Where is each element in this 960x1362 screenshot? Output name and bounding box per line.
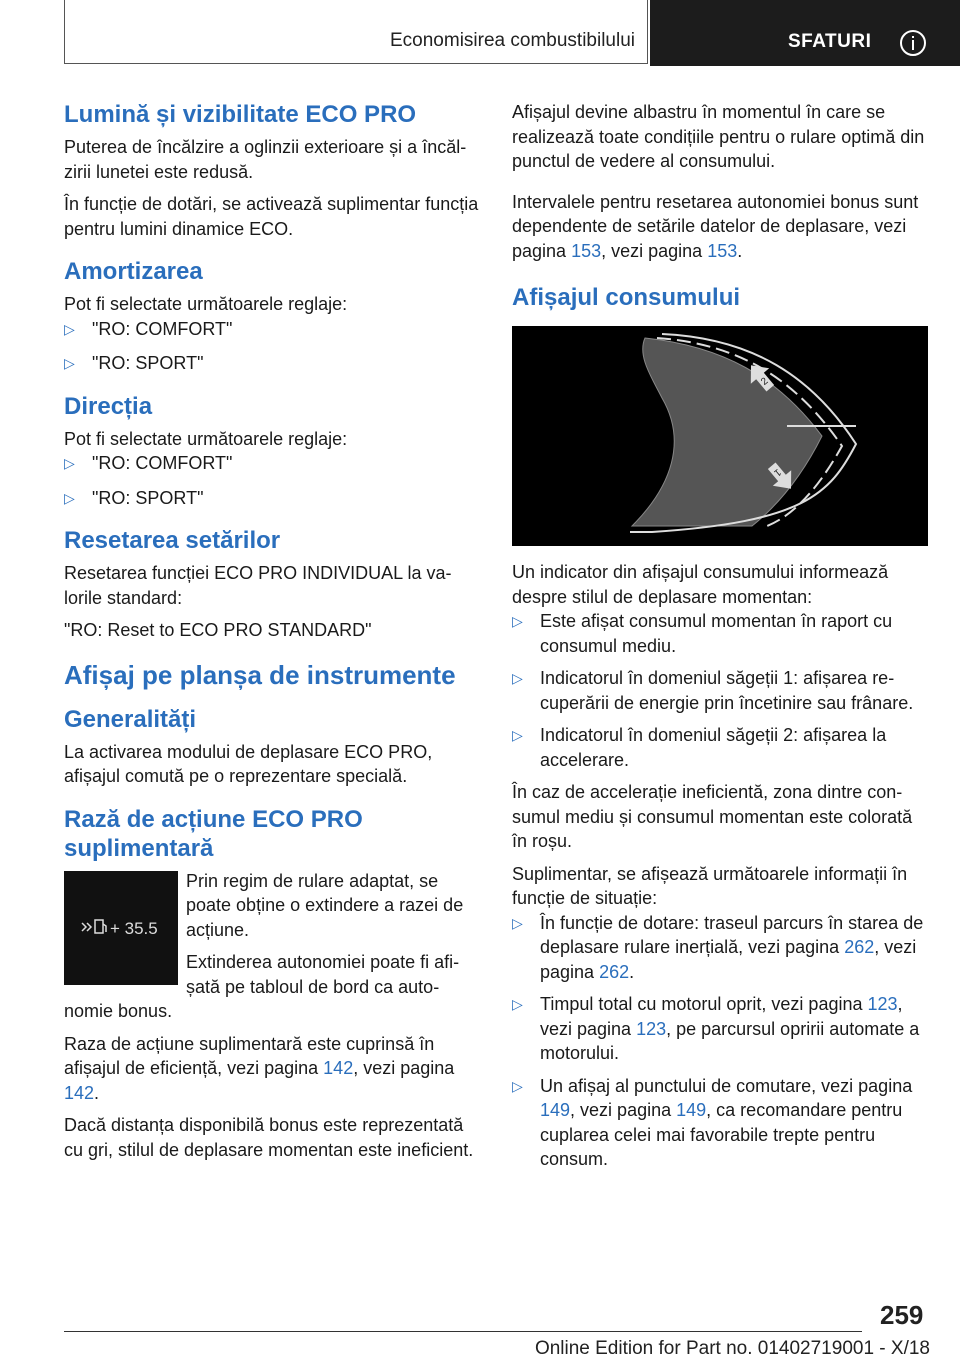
page-header bbox=[0, 0, 960, 66]
list-amortizarea bbox=[64, 317, 479, 376]
section-title: Economisirea combustibilului bbox=[390, 30, 635, 51]
page-link[interactable]: 123 bbox=[636, 1018, 667, 1039]
page-link[interactable]: 153 bbox=[707, 240, 738, 261]
text-supl: Suplimentar, se afișează următoarele informații în funcție de situație: bbox=[512, 863, 908, 908]
section-title-box bbox=[64, 0, 648, 64]
page-link[interactable]: 142 bbox=[64, 1082, 95, 1103]
text-directia: Pot fi selectate următoarele reglaje: bbox=[64, 428, 348, 449]
list-directia bbox=[64, 451, 479, 510]
footer-divider bbox=[64, 1331, 862, 1332]
right-column bbox=[512, 100, 932, 1172]
chapter-tab bbox=[650, 0, 960, 66]
info-icon bbox=[900, 30, 926, 56]
text-raza-3: Raza de acțiune suplimentară este cuprinsă în afișajul de eficiență, vezi pagina 142, vezi pagina 142. bbox=[64, 1033, 455, 1103]
list-item: ▷ Indicatorul în domeniul săgeții 2: afișarea la accelerare. bbox=[512, 723, 932, 772]
page-number: 259 bbox=[880, 1300, 924, 1330]
heading-resetarea: Resetarea setărilor bbox=[64, 527, 281, 554]
text-indicator: Un indicator din afișajul consumului informează despre stilul de deplasare momentan: bbox=[512, 562, 889, 607]
text-resetarea-2: "RO: Reset to ECO PRO STANDARD" bbox=[64, 620, 372, 640]
eco-range-image bbox=[64, 871, 178, 985]
text-eco-light-2: În funcție de dotări, se activează suplimentar funcția pentru lumini dinamice ECO. bbox=[64, 194, 479, 239]
text-raza-2: Extinderea autonomiei poate fi afișată pe tabloul de bord ca autonomie bonus. bbox=[64, 952, 460, 1021]
heading-generalitati: Generalități bbox=[64, 705, 197, 733]
chapter-tab-label: SFATURI bbox=[788, 31, 872, 52]
text-raza-1: Prin regim de rulare adaptat, se poate obține o extindere a razei de acțiune. bbox=[186, 870, 464, 940]
list-item: ▷ Este afișat consumul momentan în raport cu consumul mediu. bbox=[512, 609, 932, 658]
text-generalitati: La activarea modului de deplasare ECO PRO, afișajul comută pe o reprezentare specială. bbox=[64, 741, 433, 786]
list-item: ▷ "RO: COMFORT" bbox=[64, 317, 479, 342]
heading-raza: Rază de acțiune ECO PRO suplimentară bbox=[64, 805, 363, 862]
list-item: ▷ Indicatorul în domeniul săgeții 1: afișarea recuperării de energie prin încetinire sau frânare. bbox=[512, 666, 932, 715]
text-intervals: Intervalele pentru resetarea autonomiei bonus sunt dependente de setările datelor de deplasare, vezi pagina 153, vezi pagina 153. bbox=[512, 191, 919, 261]
eco-range-readout: + 35.5 bbox=[110, 918, 158, 938]
page-link[interactable]: 262 bbox=[599, 961, 630, 982]
text-display-blue: Afișajul devine albastru în momentul în care se realizează toate condițiile pentru o rulare optimă din punctul de vedere al consumului. bbox=[512, 102, 925, 171]
page-link[interactable]: 149 bbox=[676, 1100, 707, 1120]
consumption-gauge-graphic bbox=[512, 326, 928, 546]
heading-consum: Afișajul consumului bbox=[512, 284, 741, 311]
list-item: ▷ "RO: SPORT" bbox=[64, 486, 479, 511]
text-eco-light-1: Puterea de încălzire a oglinzii exterioare și a încălzirii lunetei este redusă. bbox=[64, 137, 467, 182]
page-link[interactable]: 142 bbox=[323, 1058, 354, 1078]
page-link[interactable]: 262 bbox=[844, 937, 875, 957]
left-column bbox=[64, 100, 479, 1162]
list-item: ▷ "RO: SPORT" bbox=[64, 351, 479, 376]
list-item: ▷ Timpul total cu motorul oprit, vezi pagina 123, vezi pagina 123, pe parcursul opririi automate a motorului. bbox=[512, 992, 932, 1066]
svg-text:1: 1 bbox=[771, 466, 783, 479]
page-link[interactable]: 149 bbox=[540, 1100, 571, 1120]
text-accel: În caz de accelerație ineficientă, zona dintre consumul mediu și consumul momentan este colorată în roșu. bbox=[512, 782, 913, 851]
edition-note: Online Edition for Part no. 01402719001 - X/18 bbox=[534, 1338, 930, 1359]
text-raza-4: Dacă distanța disponibilă bonus este reprezentată cu gri, stilul de deplasare momentan este ineficient. bbox=[64, 1115, 474, 1160]
text-amortizarea: Pot fi selectate următoarele reglaje: bbox=[64, 294, 348, 314]
list-item: ▷ În funcție de dotare: traseul parcurs în starea de deplasare rulare inerțială, vezi pagina 262, vezi pagina 262. bbox=[512, 911, 932, 985]
list-item: ▷ Un afișaj al punctului de comutare, vezi pagina 149, vezi pagina 149, ca recomandare pentru cuplarea celei mai favorabile trepte pentru consum. bbox=[512, 1074, 932, 1172]
list-consum bbox=[512, 609, 932, 772]
page-link[interactable]: 153 bbox=[571, 240, 602, 261]
text-resetarea-1: Resetarea funcției ECO PRO INDIVIDUAL la valorile standard: bbox=[64, 563, 452, 608]
page-link[interactable]: 123 bbox=[867, 994, 898, 1014]
heading-amortizarea: Amortizarea bbox=[64, 258, 203, 285]
svg-text:2: 2 bbox=[759, 375, 771, 388]
heading-eco-light: Lumină și vizibilitate ECO PRO bbox=[64, 101, 417, 128]
heading-afisaj: Afișaj pe planșa de instrumente bbox=[64, 659, 456, 690]
consumption-display-image bbox=[512, 326, 928, 546]
list-supl bbox=[512, 911, 932, 1172]
heading-directia: Direcția bbox=[64, 392, 153, 420]
list-item: ▷ "RO: COMFORT" bbox=[64, 451, 479, 476]
